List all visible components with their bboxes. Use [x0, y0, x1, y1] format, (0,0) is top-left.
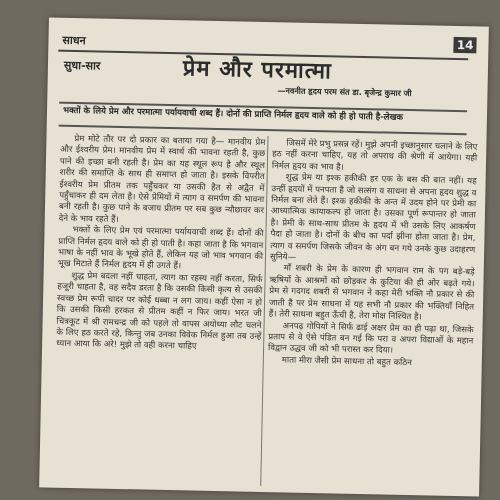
paragraph: माता मीरा जैसी प्रेम साधना तो बहुत कठिन: [281, 355, 413, 368]
paragraph: जिसमें मेरे प्रभु प्रसन्न रहें। मुझे अपनी इच्छानुसार चलाने के लिए हठ नहीं करना चाहिए, यह तो अपराध की श्रेणी में आयेगा। यही निर्मल हृदय का भाव है।: [271, 138, 478, 173]
page-number: 14: [454, 37, 477, 53]
paragraph: शुद्ध प्रेम या इश्क हकीकी हर एक के बस की बात नहीं। यह उन्हीं हृदयों में पनपता है जो सत्संग व साधना से अपना हृदय शुद्ध व निर्मल बना लेते हैं। इश्क हकीकी के अन्त में उदय होने पर प्रेमी का आध्यात्मिक कायाकल्प हो जाता है। उसका पूर्ण रूपान्तर हो जाता है। प्रेमी के साथ-साथ प्रीतम के हृदय में भी उसके लिए आकर्षण पैदा हो जाता है। दोनों के बीच का पर्दा झीना होता जाता है। प्रेम, त्याग व समर्पण जिसके जीवन के अंग बन गये उनके कुछ उदाहरण सुनिये—: [269, 172, 477, 263]
paragraph: प्रेम मोटे तौर पर दो प्रकार का बताया गया है— मानवीय प्रेम और ईश्वरीय प्रेम। मानवीय प्रेम में स्वार्थ की भावना रहती है, कुछ पाने की इच्छा बनी रहती है। प्रेम का यह स्थूल रूप है और स्थूल शरीर की समाप्ति के साथ ही समाप्त हो जाता है। इसके विपरीत ईश्वरीय प्रेम प्रीतम तक पहुँचकर या उसकी हैत से अद्वैत में पहुँचाकर ही दम लेता है। ऐसे प्रेमियों में त्याग व समर्पण की भावना बनी रहती है। कुछ पाने के बजाय प्रीतम पर सब कुछ न्यौछावर कर देने के भाव रहते हैं।: [58, 134, 266, 225]
article-title: प्रेम और परमात्मा: [182, 56, 333, 85]
right-column: [268, 138, 478, 370]
magazine-page: [39, 17, 489, 496]
column-label: सुधा-सार: [63, 58, 101, 73]
paragraph: अनपढ़ गोपियों ने सिर्फ ढाई अक्षर प्रेम का ही पढ़ा था, जिसके प्रताप से वे ऐसे पंडित बन गई कि परा व अपरा विद्याओं के महान विद्वान उद्धव जी को भी परास्त कर दिया।: [267, 320, 474, 357]
paragraph: भक्तों के लिए प्रेम एवं परमात्मा पर्यायवाची शब्द हैं। दोनों की प्राप्ति निर्मल हृदय वाले को ही हो पाती है। कहा जाता है कि भगवान भाषा के नहीं भाव के भूखे होते हैं, लेकिन यह जो भाव भगवान की भूख मिटाते हैं निर्मल हृदय में ही उगते हैं।: [57, 225, 264, 272]
article-byline: —नवनीत हृदय परम संत डा. बृजेन्द्र कुमार जी: [277, 86, 412, 99]
article-intro: भक्तों के लिये प्रेम और परमात्मा पर्यायवाची शब्द हैं। दोनों की प्राप्ति निर्मल हृदय वाले को ही हो पाती है-लेखक: [59, 102, 467, 136]
paragraph: माँ शबरी के प्रेम के कारण ही भगवान राम के पग बड़े-बड़े ऋषियों के आश्रमों को छोड़कर के कुटिया की ही ओर बढ़ते गये। प्रेम से गदगद शबरी से भगवान ने कहा मेरी भक्ति नौ प्रकार से की जाती है पर प्रेम साधना में यह सभी नौ प्रकार की भक्तियाँ निहित हैं। तेरी साधना बहुत ऊँची है, तेरा मोक्ष निश्चित है।: [268, 263, 475, 323]
section-title: साधन: [62, 33, 86, 48]
left-column: [56, 134, 265, 355]
paragraph: शुद्ध प्रेम बदला नहीं चाहता, त्याग का रहस्य नहीं करता, सिर्फ हजूरी चाहता है, वह सदैव डरता है कि उसकी किसी कृत्य से उसकी स्वच्छ प्रेम रूपी चादर पर कोई धब्बा न लग जाय। कहीं ऐसा न हो कि उसकी किसी हरकत से प्रीतम कहीं न फिर जाय। भरत जी चित्रकूट में श्री रामचन्द्र जी को पहले तो वापस अयोध्या लौट चलने के लिए हठ करते रहे, किन्तु जब उनका विवेक निर्मल हुआ तब उन्हें ध्यान आया कि अरे! मुझे तो वही करना चाहिए: [56, 270, 263, 352]
